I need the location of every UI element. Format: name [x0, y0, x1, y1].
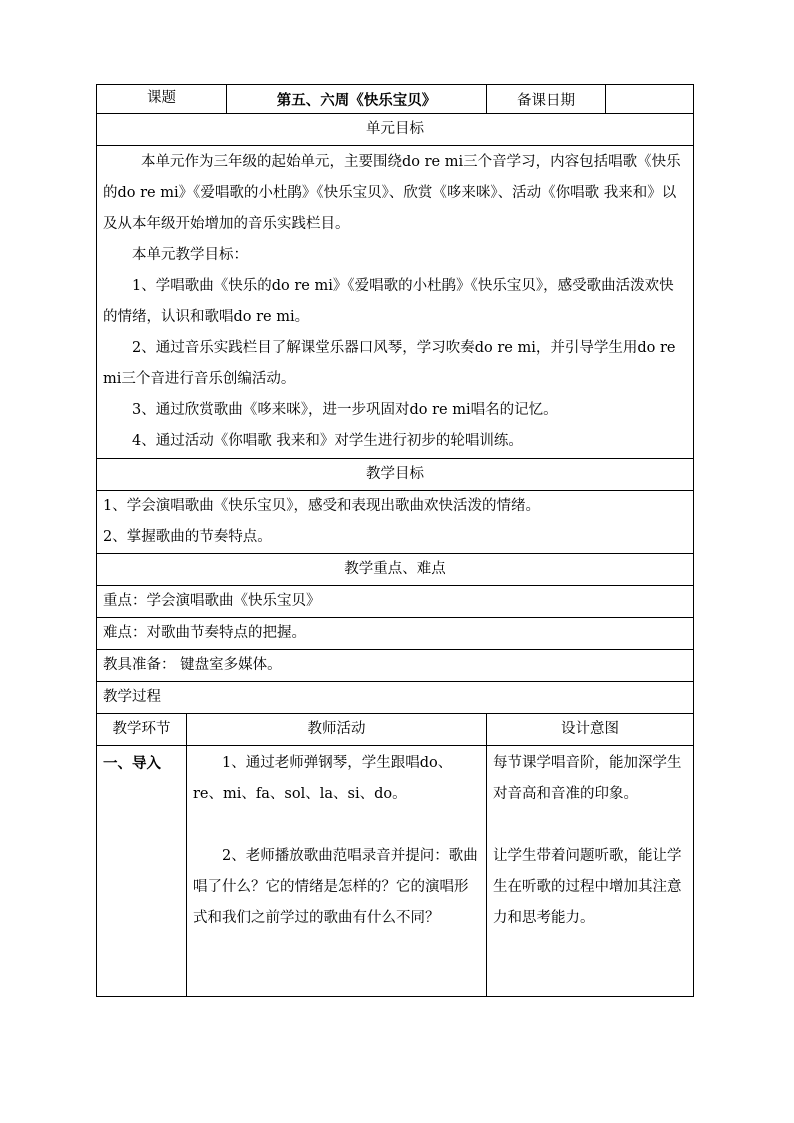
unit-intro: 本单元作为三年级的起始单元，主要围绕do re mi三个音学习，内容包括唱歌《快乐的do re mi》《爱唱歌的小杜鹃》《快乐宝贝》、欣赏《哆来咪》、活动《你唱歌 我来和》以及从本年级开始增加的音乐实践栏目。: [103, 154, 681, 232]
key-point-row: [97, 586, 694, 618]
teacher-activity-2: 2、老师播放歌曲范唱录音并提问：歌曲唱了什么？它的情绪是怎样的？它的演唱形式和我们之前学过的歌曲有什么不同？: [193, 848, 478, 926]
process-row-intro: [97, 746, 694, 997]
tools-row: [97, 650, 694, 682]
col-intent: 设计意图: [487, 714, 694, 746]
teaching-goal-2: 2、掌握歌曲的节奏特点。: [103, 529, 272, 545]
process-columns-row: [97, 714, 694, 746]
design-intent: [487, 746, 694, 997]
key-points-heading: 教学重点、难点: [97, 554, 694, 586]
teaching-tools: 教具准备： 键盘室多媒体。: [97, 650, 694, 682]
difficulty-point: 难点：对歌曲节奏特点的把握。: [97, 618, 694, 650]
difficulty-row: [97, 618, 694, 650]
unit-goal-4: 4、通过活动《你唱歌 我来和》对学生进行初步的轮唱训练。: [132, 433, 523, 449]
key-point: 重点：学会演唱歌曲《快乐宝贝》: [97, 586, 694, 618]
teaching-goals-row: [97, 491, 694, 554]
unit-goal-3: 3、通过欣赏歌曲《哆来咪》，进一步巩固对do re mi唱名的记忆。: [132, 402, 558, 418]
date-value: [606, 85, 694, 114]
header-row: [97, 85, 694, 114]
unit-goal-2: 2、通过音乐实践栏目了解课堂乐器口风琴，学习吹奏do re mi，并引导学生用do re mi三个音进行音乐创编活动。: [103, 340, 676, 387]
unit-goals-heading: 本单元教学目标：: [132, 247, 248, 263]
unit-goal-1: 1、学唱歌曲《快乐的do re mi》《爱唱歌的小杜鹃》《快乐宝贝》，感受歌曲活泼欢快的情绪，认识和歌唱do re mi。: [103, 278, 674, 325]
teaching-goals-heading: 教学目标: [97, 459, 694, 491]
teaching-goals-heading-row: [97, 459, 694, 491]
lesson-plan-table: [96, 84, 694, 997]
design-intent-2: 让学生带着问题听歌，能让学生在听歌的过程中增加其注意力和思考能力。: [493, 848, 682, 926]
topic-label: 课题: [97, 85, 227, 114]
process-heading-row: [97, 682, 694, 714]
teacher-activity-1: 1、通过老师弹钢琴，学生跟唱do、re、mi、fa、sol、la、si、do。: [193, 755, 453, 802]
col-teacher: 教师活动: [187, 714, 487, 746]
teacher-activity: [187, 746, 487, 997]
teaching-goal-1: 1、学会演唱歌曲《快乐宝贝》，感受和表现出歌曲欢快活泼的情绪。: [103, 498, 540, 514]
col-stage: 教学环节: [97, 714, 187, 746]
unit-content: [97, 146, 694, 459]
unit-content-row: [97, 146, 694, 459]
key-points-heading-row: [97, 554, 694, 586]
design-intent-1: 每节课学唱音阶，能加深学生对音高和音准的印象。: [493, 755, 682, 802]
process-heading: 教学过程: [97, 682, 694, 714]
date-label: 备课日期: [487, 85, 606, 114]
unit-heading-row: [97, 114, 694, 146]
unit-heading: 单元目标: [97, 114, 694, 146]
teaching-goals-content: [97, 491, 694, 554]
stage-intro: 一、导入: [97, 746, 187, 997]
topic-value: 第五、六周《快乐宝贝》: [227, 85, 487, 114]
lesson-plan-page: [96, 84, 693, 997]
